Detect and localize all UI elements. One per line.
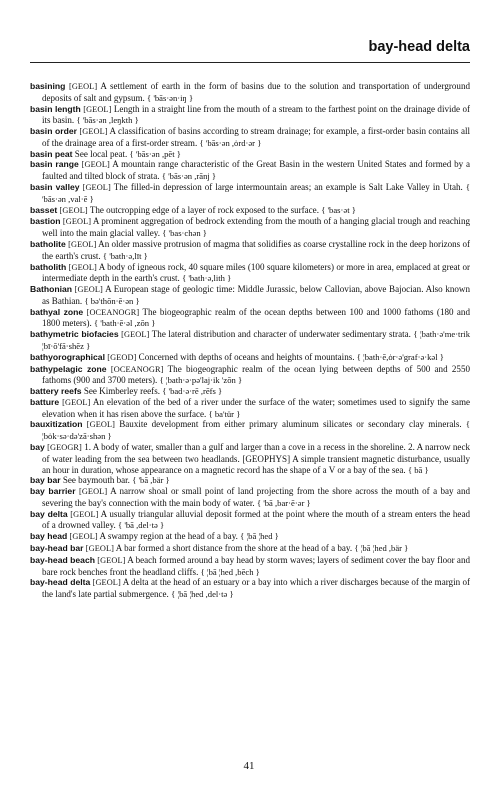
entry-term: bathyal zone [30,306,84,317]
entry-field-label: [OCEANOGR] [110,364,164,374]
entry-definition: See baymouth bar. [62,475,130,486]
entry-pronunciation: { 'bath·ə,līt } [102,250,148,261]
entry-field-label: [GEOL] [68,239,97,249]
entry-field-label: [GEOL] [74,285,103,295]
entry-pronunciation: { 'bās·ən ,ȯrd·ər } [199,137,262,148]
entry-pronunciation: { 'bā ,bär } [132,475,170,486]
dictionary-entry [30,205,470,217]
entry-pronunciation: { 'bad·ə·rē ,rēfs } [162,386,223,397]
entry-pronunciation: { 'bath·ə,lith } [182,273,232,284]
entry-pronunciation: { 'bā ,del·tə } [118,520,165,531]
entry-term: basin length [30,103,81,114]
dictionary-entry [30,239,470,262]
entry-term: bathypelagic zone [30,363,107,374]
entry-definition: A European stage of geologic time: Middle Jurassic, below Callovian, above Bajocian. Also known as Bathian. [42,284,470,306]
dictionary-entry [30,364,470,387]
dictionary-entry [30,104,470,127]
entry-field-label: [GEOL] [121,330,150,340]
entry-pronunciation: { ¦bā ¦hed } [240,531,279,542]
entry-pronunciation: { 'bās·ən ,pēt } [129,148,181,159]
running-head: bay-head delta [368,39,470,55]
entry-definition: A body of igneous rock, 40 square miles (100 square kilometers) or more in area, emplaced at great or intermediate depth in the earth's crust. [42,261,471,284]
dictionary-entry [30,442,470,475]
entry-pronunciation: { ¦bȯk·sə·də'zā·shən } [42,419,471,442]
entry-term: bay barrier [30,486,76,497]
entry-definition: An older massive protrusion of magma that solidifies as coarse crystalline rock in the deep horizons of the earth's crust. [42,238,470,261]
entry-term: bay-head delta [30,577,91,588]
entry-term: Bathonian [30,284,73,295]
dictionary-entry [30,81,470,104]
entry-definition: A beach formed around a bay head by storm waves; layers of sediment cover the bay floor and bare rock benches front the headland cliffs. [42,554,470,577]
entry-pronunciation: { 'bath·ē·əl ,zōn } [94,318,156,329]
entry-term: batture [30,396,60,407]
entry-field-label: [GEOL] [97,555,126,565]
entry-pronunciation: { 'bās·ən ,leŋkth } [76,115,139,126]
dictionary-entry [30,262,470,285]
entry-definition: 1. A body of water, smaller than a gulf and larger than a cove in a recess in the shoreline. 2. A narrow neck of water leading from the sea between two headlands. [GEOPHYS] A simple transient magnetic disturbance, usually an hour in duration, whose appearance on a magnetic record has the shape of a V or a bay of the sea. [42,442,470,475]
entry-definition: Concerned with depths of oceans and heights of mountains. [138,351,355,362]
entry-pronunciation: { 'bās·ən ,rānj } [161,171,217,182]
dictionary-entry [30,216,470,239]
entry-term: bauxitization [30,419,83,430]
dictionary-entry [30,531,470,543]
entry-field-label: [GEOL] [78,487,108,497]
dictionary-entry [30,284,470,307]
entry-definition: The outcropping edge of a layer of rock exposed to the surface. [89,204,319,215]
dictionary-entry [30,352,470,364]
entry-term: basin order [30,126,77,137]
entry-field-label: [OCEANOGR] [86,307,140,317]
entry-field-label: [GEOL] [62,217,92,227]
entry-field-label: [GEOL] [85,544,115,554]
entry-definition: A mountain range characteristic of the Great Basin in the western United States and formed by a faulted and tilted block of strata. [42,159,471,182]
entry-field-label: [GEOL] [70,509,99,519]
entry-field-label: [GEOL] [68,262,97,272]
entry-field-label: [GEOD] [107,352,137,362]
entry-definition: See Kimberley reefs. [83,386,160,397]
entry-term: basin range [30,159,79,170]
entry-pronunciation: { ¦bath·ə'me·trik ¦bī·ō'fā·shēz } [42,329,470,351]
entry-term: bay-head bar [30,543,84,554]
entry-definition: A settlement of earth in the form of basins due to the solution and transportation of underground deposits of salt and gypsum. [42,81,471,103]
entry-pronunciation: { ba'tür } [208,408,241,419]
dictionary-entry [30,307,470,330]
entry-definition: Length in a straight line from the mouth of a stream to the farthest point on the drainage divide of its basin. [42,103,471,126]
entry-pronunciation: { bā } [407,464,429,475]
dictionary-entry [30,419,470,442]
entry-definition: An elevation of the bed of a river under the surface of the water; sometimes used to signify the same elevation when it has risen above the surface. [42,396,471,419]
page-number: 41 [243,760,255,772]
entry-term: batholith [30,261,67,272]
entry-field-label: [GEOL] [82,183,111,193]
entry-definition: The biogeographic realm of the ocean depths between 100 and 1000 fathoms (180 and 1800 meters). [42,306,470,329]
entry-term: bathyorographical [30,351,105,362]
entry-term: basin valley [30,182,80,193]
entry-definition: A bar formed a short distance from the shore at the head of a bay. [115,543,353,554]
entry-field-label: [GEOL] [86,420,116,430]
entry-definition: The filled-in depression of large intermountain areas; an example is Salt Lake Valley in Utah. [113,182,463,193]
entry-term: bastion [30,216,61,227]
dictionary-entry [30,386,470,397]
entry-pronunciation: { ¦bath·ē,ȯr·ə'graf·ə·kəl } [356,351,444,362]
dictionary-entry [30,397,470,420]
entry-field-label: [GEOL] [83,104,112,114]
entry-term: bay delta [30,508,68,519]
entry-pronunciation: { ¦bā ¦hed ,bär } [354,543,409,554]
dictionary-entry [30,159,470,182]
entry-definition: A prominent aggregation of bedrock extending from the mouth of a hanging glacial trough and reaching well into the main glacial valley. [42,216,470,239]
dictionary-entry [30,543,470,555]
entry-pronunciation: { 'bā ,bar·ē·ər } [256,497,311,508]
entry-field-label: [GEOL] [79,127,108,137]
entry-definition: A classification of basins according to stream drainage; for example, a first-order basin contains all of the drainage area of a first-order stream. [42,126,470,148]
entry-term: bay-head beach [30,554,95,565]
entry-term: batholite [30,238,66,249]
entry-pronunciation: { 'bās·ən·iŋ } [147,92,194,103]
dictionary-entry [30,329,470,352]
dictionary-entry [30,486,470,509]
entry-field-label: [GEOL] [81,160,110,170]
entry-term: battery reefs [30,386,82,397]
dictionary-entry [30,126,470,149]
entry-definition: A delta at the head of an estuary or a bay into which a river discharges because of the margin of the land's late partial submergence. [42,577,470,600]
entry-term: basin peat [30,148,73,159]
dictionary-entry [30,182,470,205]
entry-field-label: [GEOL] [69,532,98,542]
entry-term: bay head [30,531,68,542]
entry-definition: A usually triangular alluvial deposit formed at the point where the mouth of a stream enters the head of a drowned valley. [42,508,470,531]
entry-definition: The lateral distribution and character of underwater sedimentary strata. [151,329,411,340]
entry-pronunciation: { ¦bath·ə·pə'laj·ik 'zōn } [159,375,243,386]
dictionary-entry [30,509,470,532]
entry-field-label: [GEOL] [59,205,88,215]
entry-definition: A swampy region at the head of a bay. [99,531,238,542]
entry-field-label: [GEOL] [92,578,121,588]
entry-term: basset [30,204,58,215]
entry-pronunciation: { 'bas·chən } [162,228,207,239]
entry-field-label: [GEOL] [62,397,91,407]
entry-term: bay bar [30,475,61,486]
entry-field-label: [GEOGR] [47,443,82,452]
entry-term: basining [30,81,66,91]
entry-field-label: [GEOL] [68,82,98,91]
entry-definition: Bauxite development from either primary aluminum silicates or secondary clay minerals. [119,419,462,430]
dictionary-entry [30,577,470,600]
entry-definition: The biogeographic realm of the ocean lying between depths of 500 and 2550 fathoms (900 and 3700 meters). [42,363,471,386]
dictionary-entry [30,555,470,578]
entry-term: bathymetric biofacies [30,329,119,340]
entry-definition: A narrow shoal or small point of land projecting from the shore across the mouth of a bay and severing the bay's connection with the main body of water. [42,486,470,508]
entry-definition: See local peat. [74,148,128,159]
dictionary-entry [30,475,470,486]
dictionary-entry [30,149,470,160]
entry-pronunciation: { bə'thōn·ē·ən } [84,295,140,306]
entry-pronunciation: { 'bas·ət } [321,204,356,215]
header-rule [30,62,470,63]
entry-pronunciation: { 'bās·ən ,val·ē } [42,182,470,204]
entry-term: bay [30,442,45,452]
entry-list [30,81,470,600]
entry-pronunciation: { ¦bā ¦hed ,bēch } [200,566,260,577]
entry-pronunciation: { ¦bā ¦hed ,del·tə } [171,589,234,600]
